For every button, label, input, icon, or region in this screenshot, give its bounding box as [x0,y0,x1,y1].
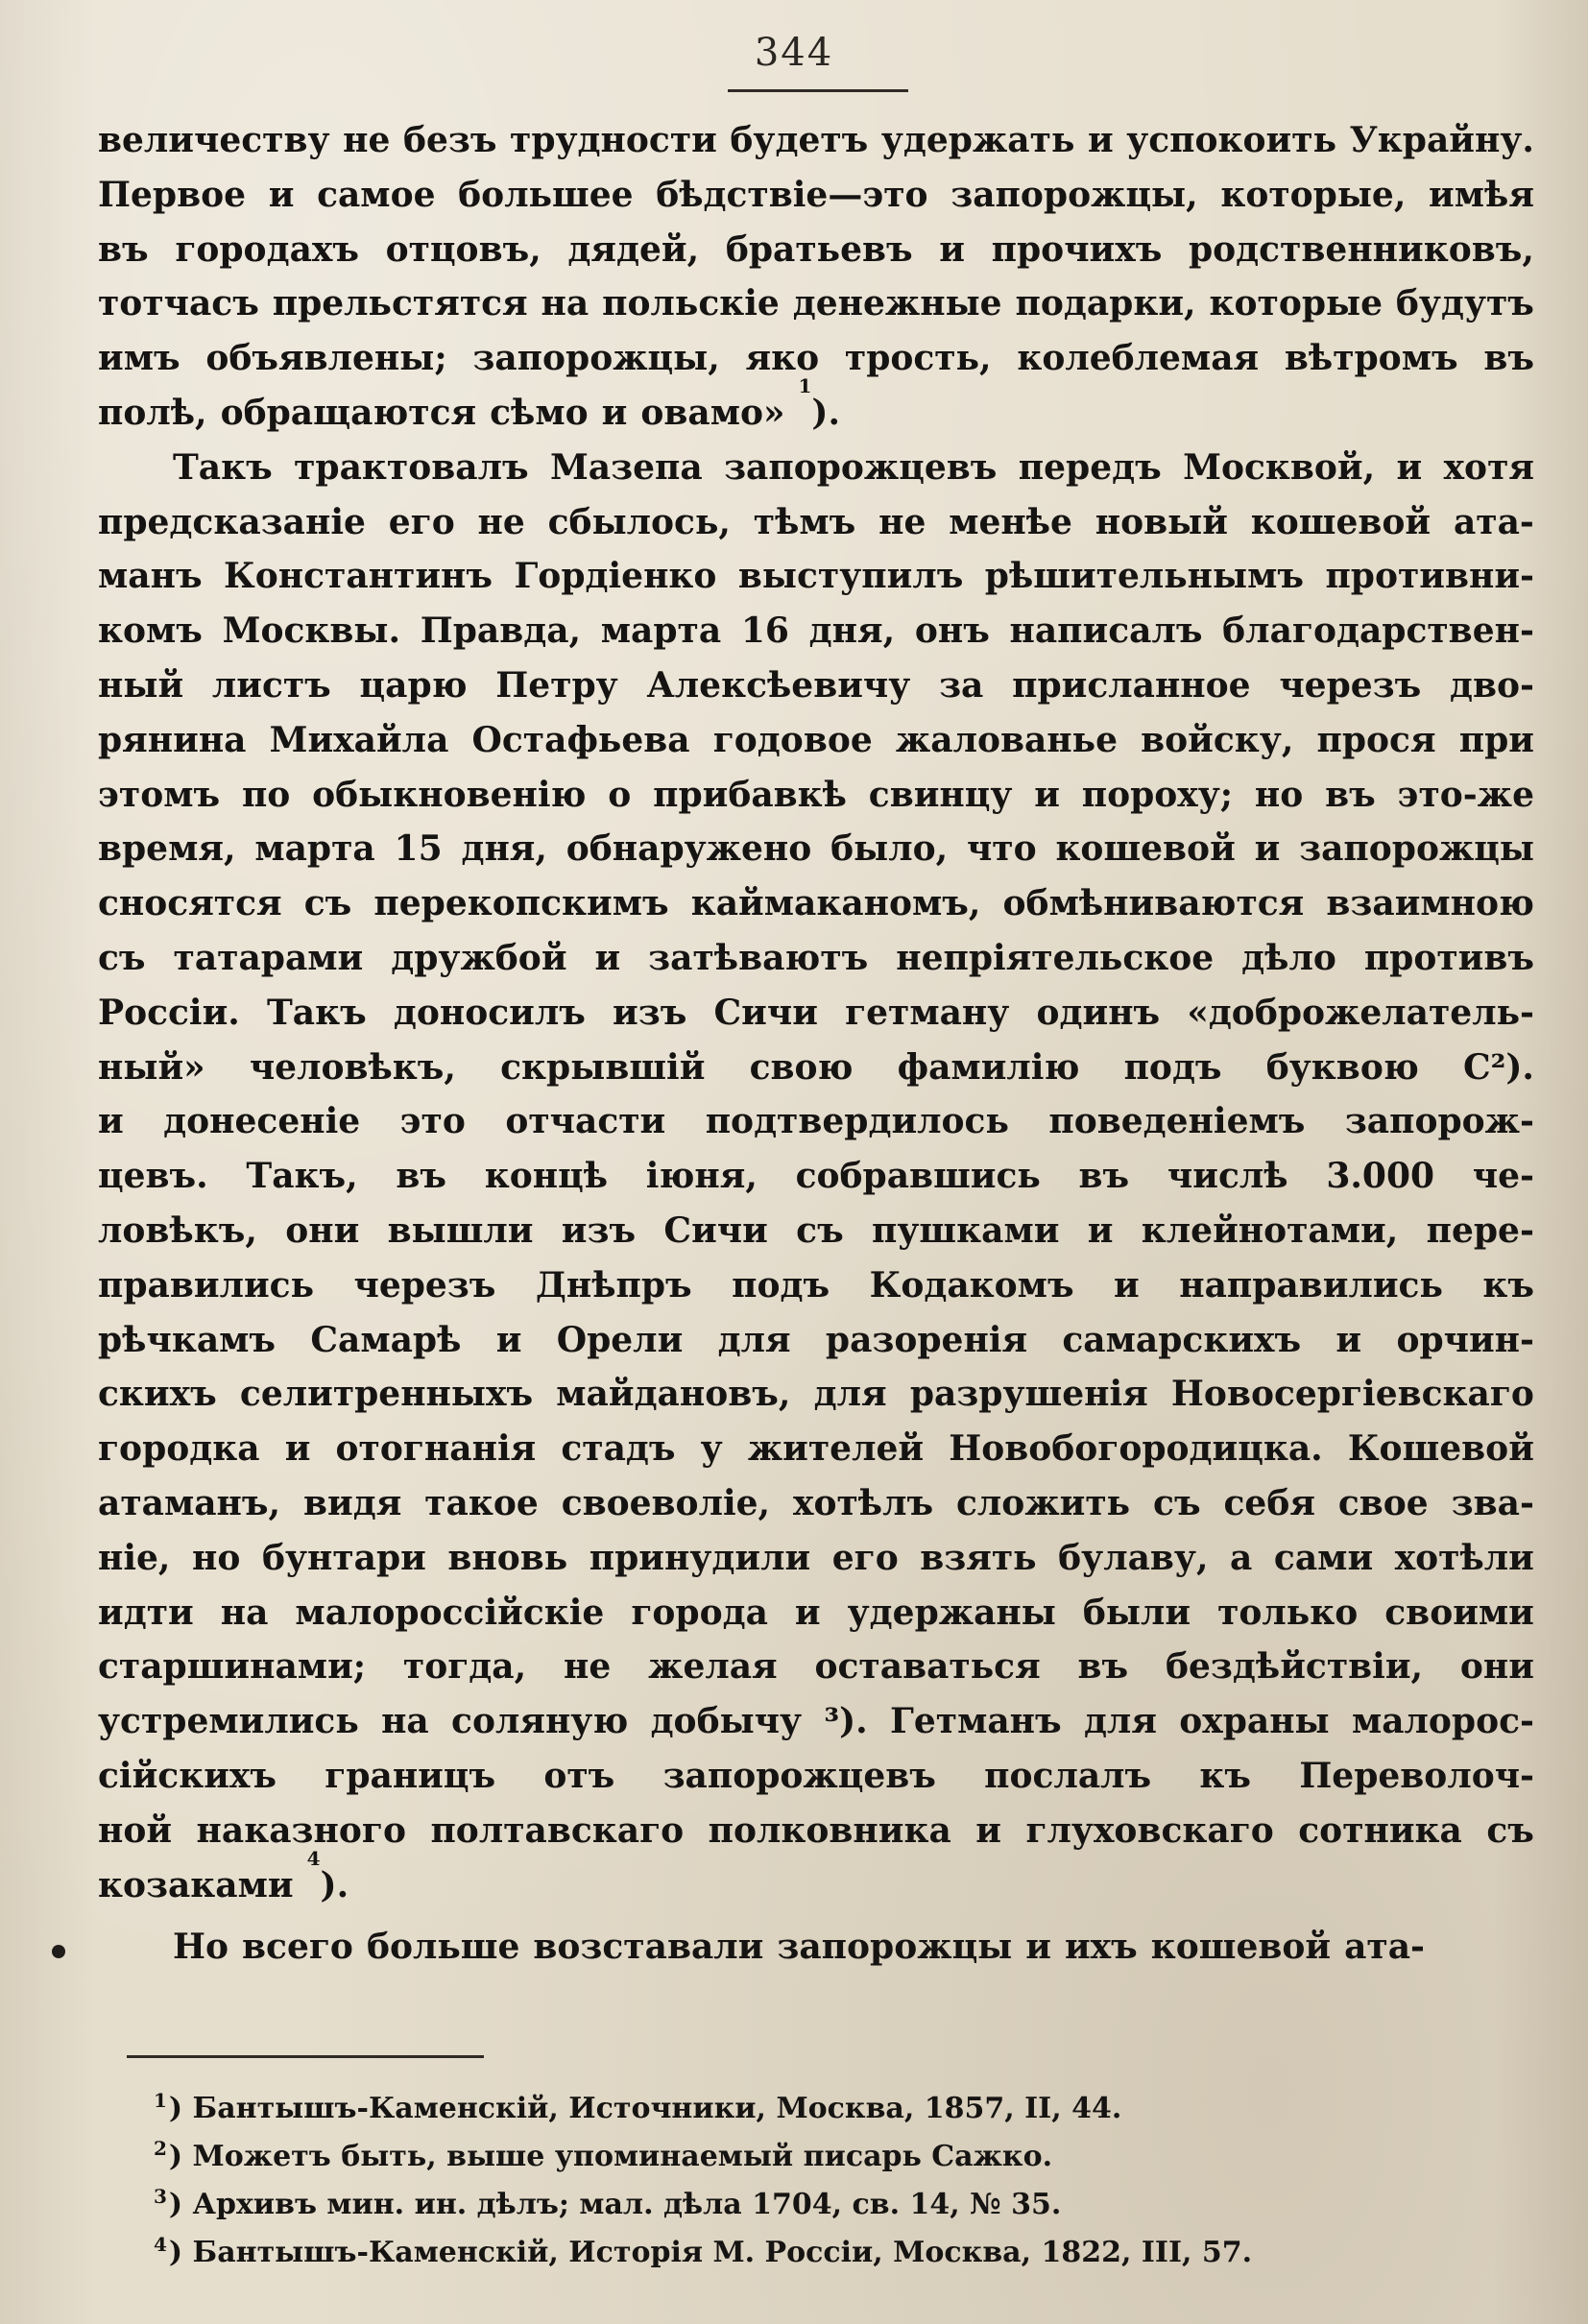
body-text [98,113,1534,1975]
text-line: устремились на соляную добычу ³). Гетманъ для охраны малорос- [98,1701,1534,1742]
text-line: старшинами; тогда, не желая оставаться въ бездѣйствіи, они [98,1646,1534,1688]
text-line: манъ Константинъ Гордіенко выступилъ рѣшительнымъ противни- [98,556,1534,597]
text-line: полѣ, обращаются сѣмо и овамо» 1 ). [98,386,1534,441]
text-line: скихъ селитренныхъ майдановъ, для разрушенія Новосергіевскаго [98,1374,1534,1415]
text-line: и донесеніе это отчасти подтвердилось поведеніемъ запорож- [98,1101,1534,1142]
text-line: атаманъ, видя такое своеволіе, хотѣлъ сложить съ себя свое зва- [98,1482,1534,1523]
text-line: козаками 4 ). [98,1858,1534,1913]
text-line: Первое и самое большее бѣдствіе—это запорожцы, которые, имѣя [98,174,1534,215]
footnote-text: ) Архивъ мин. ин. дѣлъ; мал. дѣла 1704, св. 14, № 35. [168,2188,1062,2221]
text-line: ный листъ царю Петру Алексѣевичу за присланное черезъ дво- [98,664,1534,706]
text-line: ловѣкъ, они вышли изъ Сичи съ пушками и клейнотами, пере- [98,1210,1534,1251]
footnote-mark: 2 [154,2137,167,2160]
footnote [154,2181,1498,2229]
text-line: идти на малороссійскіе города и удержаны были только своими [98,1592,1534,1633]
text-line: ной наказного полтавскаго полковника и глуховскаго сотника съ [98,1809,1534,1851]
footnote [154,2085,1498,2133]
text-line: цевъ. Такъ, въ концѣ іюня, собравшись въ числѣ 3.000 че- [98,1156,1534,1197]
text-line: городка и отогнанія стадъ у жителей Новобогородицка. Кошевой [98,1428,1534,1470]
text-line: рѣчкамъ Самарѣ и Орели для разоренія самарскихъ и орчин- [98,1319,1534,1360]
text-line: правились черезъ Днѣпръ подъ Кодакомъ и направились къ [98,1264,1534,1306]
text-line: тотчасъ прельстятся на польскіе денежные подарки, которые будутъ [98,283,1534,324]
text-line: сносятся съ перекопскимъ каймаканомъ, обмѣниваются взаимною [98,883,1534,924]
footnote [154,2133,1498,2181]
footnote-text: ) Бантышъ-Каменскій, Исторія М. Россіи, Москва, 1822, III, 57. [168,2236,1253,2269]
footnote-ref-tail: ). [811,392,840,433]
text-line: Но всего больше возставали запорожцы и ихъ кошевой ата- [173,1927,1425,1968]
footnote-ref: 1 [798,373,812,397]
margin-dot [52,1945,65,1958]
footnotes [154,2085,1498,2277]
footnote-ref: 4 [306,1846,321,1870]
text-line: въ городахъ отцовъ, дядей, братьевъ и прочихъ родственниковъ, [98,228,1534,270]
text-line: съ татарами дружбой и затѣваютъ непріятельское дѣло противъ [98,937,1534,978]
text-line: рянина Михайла Остафьева годовое жалованье войску, прося при [98,719,1534,760]
footnote-rule [127,2055,484,2058]
footnote-mark: 4 [154,2233,167,2256]
text-line: сійскихъ границъ отъ запорожцевъ послалъ къ Переволоч- [98,1755,1534,1796]
text-line: имъ объявлены; запорожцы, яко трость, колеблемая вѣтромъ въ [98,338,1534,379]
text-line: Россіи. Такъ доносилъ изъ Сичи гетману одинъ «доброжелатель- [98,992,1534,1033]
text-line: Такъ трактовалъ Мазепа запорожцевъ передъ Москвой, и хотя [173,446,1534,488]
footnote-text: ) Бантышъ-Каменскій, Источники, Москва, 1857, II, 44. [168,2092,1122,2125]
header-rule [728,89,908,92]
text-line: предсказаніе его не сбылось, тѣмъ не менѣе новый кошевой ата- [98,501,1534,542]
footnote [154,2229,1498,2277]
text-line: величеству не безъ трудности будетъ удержать и успокоить Украйну. [98,120,1534,160]
footnote-text: ) Можетъ быть, выше упоминаемый писарь Сажко. [168,2140,1053,2173]
footnote-mark: 1 [154,2089,167,2112]
text-line: время, марта 15 дня, обнаружено было, что кошевой и запорожцы [98,828,1534,870]
footnote-mark: 3 [154,2185,167,2208]
footnote-ref-tail: ). [320,1864,349,1905]
text-line: ный» человѣкъ, скрывшій свою фамилію подъ буквою С²). [98,1046,1534,1088]
text-line: этомъ по обыкновенію о прибавкѣ свинцу и пороху; но въ это-же [98,774,1534,815]
text-line: комъ Москвы. Правда, марта 16 дня, онъ написалъ благодарствен- [98,611,1534,652]
page-number: 344 [754,31,834,75]
text-line: ніе, но бунтари вновь принудили его взять булаву, а сами хотѣли [98,1537,1534,1578]
